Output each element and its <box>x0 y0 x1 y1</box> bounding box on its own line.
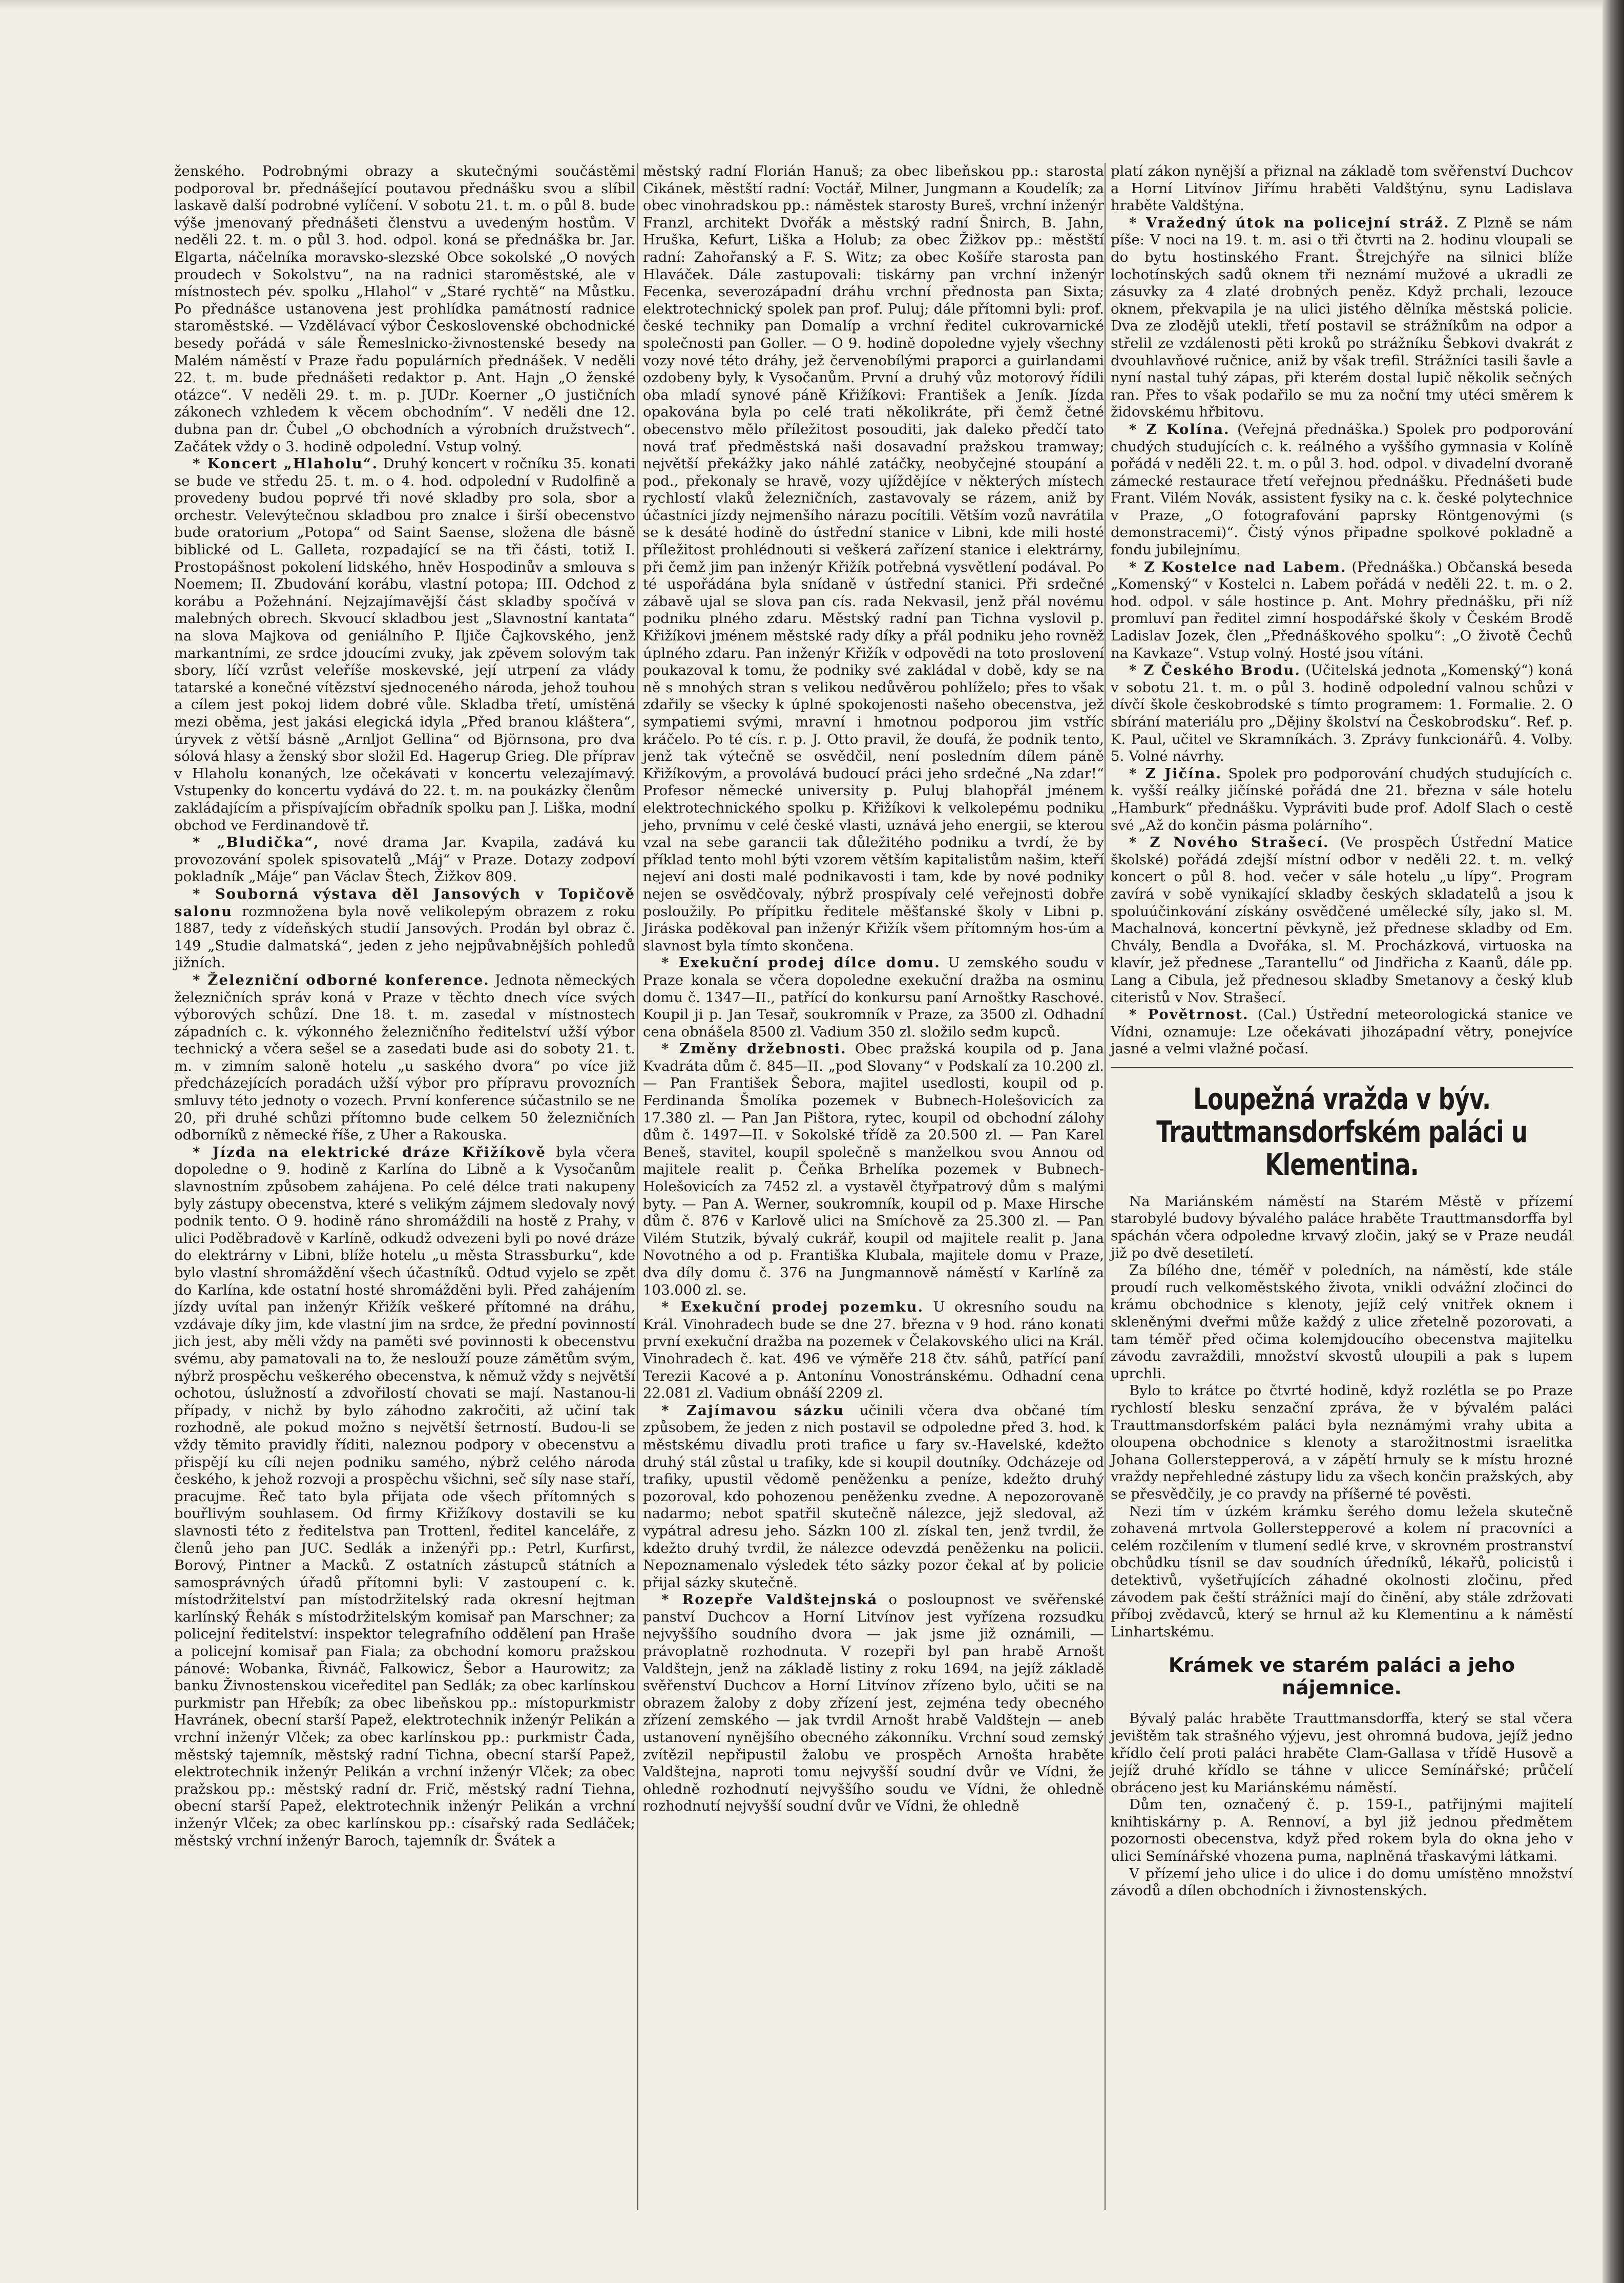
article-heading: * „Bludička“, <box>193 834 320 851</box>
subheadline: Krámek ve starém paláci a jeho nájemnice. <box>1168 1654 1515 1699</box>
article-text: (Cal.) Ústřední meteorologická stanice ve Vídni, oznamuje: Lze očekávati jihozápadní větry, ponejvíce jasné a velmi vlažné počasí. <box>1111 1006 1573 1057</box>
article-text: Za bílého dne, téměř v poledních, na náměstí, kde stále proudí ruch velkoměstského života, vnikli odvážní zločinci do krámu obchodnice s klenoty, jejíž celý vnitřek oknem i skleněnými dveřmi může každý z ulice zřetelně pozorovati, a tam téměř před očima kolemjdoucího obecenstva majitelku závodu zavraždili, množství skvostů uloupili a pak s lupem uprchli. <box>1111 1262 1573 1382</box>
article-text: U zemského soudu v Praze konala se včera dopoledne exekuční dražba na osminu domu č. 1347—II., patřící do konkursu paní Arnoštky Raschové. Koupil ji p. Jan Tesař, soukromník v Praze, za 3500 zl. Odhadní cena obnášela 8500 zl. Vadium 350 zl. složilo sedm kupců. <box>643 954 1104 1040</box>
main-headline: Loupežná vražda v býv. Trauttmansdorfském paláci u Klementina. <box>1156 1081 1527 1182</box>
article <box>174 1144 635 1850</box>
article-text: Druhý koncert v ročníku 35. konati se bude ve středu 25. t. m. o 4. hod. odpolední v Rudolfině a provedeny budou poprvé tři nové skladby pro sola, sbor a orchestr. Velevýtečnou skladbou pro znalce i širší obecenstvo bude oratorium „Potopa“ od Saint Saense, složena dle básně biblické od L. Galleta, rozpadající se na tři části, totiž I. Prostopášnost pokolení lidského, hněv Hospodinův a smlouva s Noemem; II. Zbudování korábu, vlastní potopa; III. Odchod z korábu a Požehnání. Nejzajímavější část skladby spočívá v malebných obrech. Skvoucí skladbou jest „Slavnostní kantata“ na slova Majkova od geniálního P. Iljiče Čajkovského, jenž markantními, ze srdce jdoucími zvuky, jak zpěvem solovým tak sbory, líčí vzrůst veleříše moskevské, její utrpení za vlády tatarské a konečné vítězství sjednoceného národa, jehož touhou a cílem jest pokoj lidem dobré vůle. Skladba třetí, umístěná mezi oběma, jest jakási elegická idyla „Před branou kláštera“, úryvek z větší básně „Arnljot Gellina“ od Björnsona, pro dva sólová hlasy a ženský sbor složil Ed. Hagerup Grieg. Dle příprav v Hlaholu konaných, lze očekávati v koncertu velezajímavý. Vstupenky do koncertu vydává do 22. t. m. na poukázky členům zakládajícím a přispívajícím obřadník spolku pan J. Liška, modní obchod ve Ferdinandově tř. <box>174 455 635 834</box>
article <box>643 1591 1104 1815</box>
article <box>1111 1006 1573 1058</box>
article-text: U okresního soudu na Král. Vinohradech bude se dne 27. března v 9 hod. ráno konati první exekuční dražba na pozemek v Čelakovského ulici na Král. Vinohradech č. kat. 496 ve výměře 218 čtv. sáhů, patřící paní Terezii Kacové a p. Antonínu Vonostránskému. Odhadní cena 22.081 zl. Vadium obnáší 2209 zl. <box>643 1299 1104 1402</box>
article-text: platí zákon nynější a přiznal na základě tom svěřenství Duchcov a Horní Litvínov Jiřímu hraběti Valdštýnu, synu Ladislava hraběte Valdštýna. <box>1111 163 1573 214</box>
article <box>174 455 635 834</box>
article-text: Dům ten, označený č. p. 159-I., patřijnými majitelí knihtiskárny p. A. Rennoví, a byl již jednou předmětem pozornosti obecenstva, když před rokem byla do okna jeho v ulici Semínářské vhozena puma, naplněná třaskavými látkami. <box>1111 1796 1573 1865</box>
section-separator <box>1111 1067 1573 1068</box>
article-heading: * Z Českého Brodu. <box>1129 662 1301 679</box>
article-text: Nezi tím v úzkém krámku šerého domu ležela skutečně zohavená mrtvola Gollerstepperové a kolem ní pracovníci a celém rozčilením v tlumení sedlé krve, v skrovném prostranství obchůdku tísnil se dav soudních úředníků, lékařů, policistů i detektivů, vyšetřujících záhadné okolnosti zločinu, před závodem pak čeští strážníci mají do činění, aby stále zdržovati příboj zvědavců, který se hrnul až ku Klementinu a k náměstí Linhartskému. <box>1111 1503 1573 1640</box>
article-text: V přízemí jeho ulice i do ulice i do domu umístěno množství závodů a dílen obchodních i živnostenských. <box>1111 1865 1573 1899</box>
scan-binding-edge <box>1602 0 1624 2283</box>
article <box>1111 834 1573 1006</box>
article-text: učinili včera dva občané tím způsobem, že jeden z nich postavil se odpoledne před 3. hod. k městskému divadlu proti trafice u fary sv.-Havelské, kdežto druhý stál zůstal u trafiky, kde si koupil doutníky. Odcházeje od trafiky, upustil vědomě peněženku a peníze, kdežto druhý pozoroval, kdo pohozenou peněženku zvedne. A nepozorovaně nadarmo; nebot spatřil skutečně nálezce, jejž sledoval, až vypátral adresu jeho. Sázkn 100 zl. získal ten, jenž tvrdil, že kdežto druhý tvrdil, že nálezce odevzdá peněženku na policii. Nepoznamenalo výsledek této sázky pozor čekal ať by policie přijal sázky skutečně. <box>643 1402 1104 1591</box>
column-rule <box>637 163 638 2210</box>
article <box>643 954 1104 1041</box>
article <box>174 972 635 1144</box>
article-text: Na Mariánském náměstí na Starém Městě v přízemí starobylé budovy bývalého paláce hraběte Trauttmansdorffa byl spáchán včera odpoledne krvavý zločin, jaký se v Praze neudál již po dvě desetiletí. <box>1111 1193 1573 1261</box>
article-heading: * Z Kolína. <box>1129 421 1230 438</box>
article <box>643 1402 1104 1592</box>
article-heading: * Změny držebnosti. <box>661 1041 847 1057</box>
article-text: Bylo to krátce po čtvrté hodině, když rozlétla se po Praze rychlostí blesku senzační zpráva, že v bývalém paláci Trauttmansdorfském paláci byla neznámými vrahy ubita a oloupena obchodnice s klenoty a starožitnostmi israelitka Johana Gollerstepperová, a v zápětí hrnuly se k místu hrozné vraždy nepřehledné zástupy lidu za všech končin pražských, aby se přesvědčily, je co pravdy na příšerné té pověsti. <box>1111 1382 1573 1502</box>
column-1 <box>174 163 635 1850</box>
article-text: ženského. Podrobnými obrazy a skutečnými součástěmi podporoval br. přednášející poutavou přednášku svou a slíbil laskavě další podrobné vylíčení. V sobotu 21. t. m. o půl 8. bude výše jmenovaný přednášeti členstvu a uvedeným hostům. V neděli 22. t. m. o půl 3. hod. odpol. koná se přednáška br. Jar. Elgarta, náčelníka moravsko-slezské Obce sokolské „O nových proudech v Sokolstvu“, na na radnici staroměstské, ale v místnostech pév. spolku „Hlahol“ v „Staré rychtě“ na Můstku. Po přednášce ustanovena jest prohlídka památností radnice staroměstské. — Vzdělávací výbor Československé obchodnické besedy pořádá v sále Řemeslnicko-živnostenské besedy na Malém náměstí v Praze řadu populárních přednášek. V neděli 22. t. m. bude přednášeti redaktor p. Ant. Hajn „O ženské otázce“. V neděli 29. t. m. p. JUDr. Koerner „O justičních zákonech vzhledem k věcem obchodním“. V neděli dne 12. dubna pan dr. Čubel „O obchodních a výrobních družstvech“. Začátek vždy o 3. hodině odpolední. Vstup volný. <box>174 163 635 455</box>
article-heading: * Železniční odborné konference. <box>193 971 490 988</box>
article-text: Jednota německých železničních správ koná v Praze v těchto dnech více svých výborových schůzí. Dne 18. t. m. zasedal v místnostech západních c. k. výkonného železničního ředitelství užší výbor technický a včera sešel se a zasedati bude asi do soboty 21. t. m. v zimním saloně hotelu „u saského dvora“ po více již předcházejících poradách užší výbor pro přípravu provozních smluvy této jednoty o vozech. První konference súčastnilo se ne 20, při druhé schůzi přítomno bude celkem 50 železničních odborníků z německé říše, z Uher a Rakouska. <box>174 971 635 1144</box>
article-heading: * Z Kostelce nad Labem. <box>1129 558 1347 575</box>
article-heading: * Z Jičína. <box>1129 765 1222 782</box>
column-3 <box>1111 163 1573 1900</box>
article-heading: * Povětrnost. <box>1129 1006 1249 1023</box>
article-text: Obec pražská koupila od p. Jana Kvadráta dům č. 845—II. „pod Slovany“ v Podskalí za 10.200 zl. — Pan František Šebora, majitel usedlosti, koupil od p. Ferdinanda Šmolíka pozemek v Bubnech-Holešovicích za 17.380 zl. — Pan Jan Pištora, rytec, koupil od obchodní zálohy dům č. 1497—II. v Sokolské třídě za 20.500 zl. — Pan Karel Beneš, stavitel, koupil společně s manželkou svou Annou od majitele realit p. Čeňka Brhelíka pozemek v Bubnech-Holešovicích za 7452 zl. a vystavěl čtyřpatrový dům s malými byty. — Pan A. Werner, soukromník, koupil od p. Maxe Hirsche dům č. 876 v Karlově ulici na Smíchově za 25.300 zl. — Pan Vilém Stutzik, bývalý cukrář, koupil od majitele realit p. Jana Novotného a od p. Františka Klubala, majitele domu v Praze, dva díly domu č. 376 na Jungmannově náměstí v Karlíně za 103.000 zl. se. <box>643 1041 1105 1298</box>
column-rule <box>1105 163 1106 2210</box>
article <box>1111 662 1573 765</box>
article-text: Spolek pro podporování chudých studujících c. k. vyšší reálky jičínské pořádá dne 21. března v sále hotelu „Hamburk“ přednášku. Vypráviti bude prof. Adolf Slach o cestě své „Až do končin pásma polárního“. <box>1111 765 1573 834</box>
article <box>1111 215 1573 421</box>
article-text: (Veřejná přednáška.) Spolek pro podporování chudých studujících c. k. reálného a vyššího gymnasia v Kolíně pořádá v neděli 22. t. m. o půl 3. hod. odpol. v divadelní dvoraně zámecké restaurace třetí veřejnou přednášku. Přednášeti bude Frant. Vilém Novák, assistent fysiky na c. k. české polytechnice v Praze, „O fotografování paprsky Röntgenovými (s demonstracemi)“. Čistý výnos připadne spolkové pokladně a fondu jubilejnímu. <box>1111 421 1573 558</box>
article-heading: * Z Nového Strašecí. <box>1129 834 1329 851</box>
article-text: o posloupnost ve svěřenské panství Duchcov a Horní Litvínov jest vyřízena rozsudku nejvyššího soudního dvora — jak jsme již oznámili, — právoplatně rozhodnuta. V rozepři byl pan hrabě Arnošt Valdštejn, jenž na základě listiny z roku 1694, na jejíž základě svěřenství Duchcov a Horní Litvínov zřízeno bylo, učiti se na obrazem žaloby z doby zřízení jest, zejména tedy obecného zřízení zemského — jak tvrdil Arnošt hrabě Valdštejn — aneb ustanovení nynějšího obecného zákonníku. Vrchní soud zemský zvítězil nepřipustil žalobu ve prospěch Arnošta hraběte Valdštejna, naproti tomu nejvyšší soudní dvůr ve Vídni, že ohledně rozhodnutí nejvyššího soudu ve Vídni, že ohledně rozhodnutí nejvyšší soudní dvůr ve Vídni, že ohledně <box>643 1591 1104 1815</box>
column-2 <box>643 163 1104 1815</box>
article <box>643 1299 1104 1402</box>
article-heading: * Koncert „Hlaholu“. <box>193 455 379 472</box>
article-heading: * Jízda na elektrické dráze Křižíkově <box>193 1144 546 1160</box>
article-text: městský radní Florián Hanuš; za obec libeňskou pp.: starosta Cikánek, městští radní: Voctář, Milner, Jungmann a Koudelík; za obec vinohradskou pp.: náměstek starosty Bureš, vrchní inženýr Franzl, architekt Dvořák a městský radní Šnirch, B. Jahn, Hruška, Kefurt, Liška a Holub; za obec Žižkov pp.: městští radní: Zahořanský a F. S. Witz; za obec Košíře starosta pan Hlaváček. Dále zastupovali: tiskárny pan vrchní inženýr Fecenka, severozápadní dráhu vrchní přednosta pan Sixta; elektrotechnický spolek pan prof. Puluj; dále přítomni byli: prof. české techniky pan Domalíp a vrchní ředitel cukrovarnické společnosti pan Goller. — O 9. hodině dopoledne vyjely všechny vozy nové této dráhy, jež červenobílými praporci a guirlandami ozdobeny byly, k Vysočanům. První a druhý vůz motorový řídili oba mladí synové páně Křižíkovi: František a Jeník. Jízda opakována byla po celé trati několikráte, při čemž četné obecenstvo mělo příležitost posouditi, jak daleko předčí tato nová trať předměstská naši dosavadní pražskou tramway; největší překážky jako náhlé zatáčky, neobyčejné stoupání a pod., překonaly se hravě, vozy ujíždějíce v některých místech rychlostí vlaků železničních, zastavovaly se rázem, aniž by účastníci jízdy nejmenšího nárazu pocítili. Větším vozů navrátila se k desáté hodině do ústřední stanice v Libni, kde mili hosté příležitost prohlédnouti si veškerá zařízení stanice i elektrárny, při čemž jim pan inženýr Křižík potřebná vysvětlení podával. Po té uspořádána byla snídaně v ústřední stanici. Při srdečné zábavě ujal se slova pan cís. rada Nekvasil, jenž přál novému podniku plného zdaru. Městský radní pan Tichna vyslovil p. Křižíkovi jménem městské rady díky a přál podniku jeho rovněž úplného zdaru. Pan inženýr Křižík v odpovědi na toto proslovení poukazoval k tomu, že podniky své zakládal v době, kdy se na ně s mnohých stran s velikou nedůvěrou pohlíželo; přes to však zdařily se všecky k úplné spokojenosti našeho obecenstva, jež sympatiemi svými, mravní i hmotnou podporou jim vstříc kráčelo. Po té cís. r. p. J. Otto pravil, že doufá, že podnik tento, jenž tak výtečně se osvědčil, není posledním dílem páně Křižíkovým, a provolává budoucí práci jeho srdečné „Na zdar!“ Profesor německé university p. Puluj blahopřál jménem elektrotechnického spolku p. Křižíkovi k velkolepému podniku jeho, prvnímu v celé české vlasti, uznává jeho energii, se kterou vzal na sebe garancii tak důležitého podniku a tvrdí, že by příklad tento mohl býti vzorem větším kapitalistům našim, kteří nejeví ani dosti malé podnikavosti i tam, kde by nové podniky nejen se osvědčovaly, nýbrž prospívaly celé veřejnosti dobře posloužily. Po přípitku ředitele měšťanské školy v Libni p. Jiráska poděkoval pan inženýr Křižík všem přítomným hos-úm a slavnost byla tímto skončena. <box>643 163 1104 954</box>
article <box>1111 765 1573 834</box>
article <box>643 1041 1104 1299</box>
article-heading: * Zajímavou sázku <box>661 1402 845 1419</box>
article-text: byla včera dopoledne o 9. hodině z Karlína do Libně a k Vysočanům slavnostním způsobem zahájena. Po celé délce trati nakupeny byly zástupy obecenstva, které s velikým zájmem sledovaly nový podnik tento. O 9. hodině ráno shromáždili na hostě z Prahy, v ulici Poděbradově v Karlíně, odkudž odvezeni byli po nové dráze do elektrárny v Libni, blíže hotelu „u města Strassburku“, kde bylo vlastní shromáždění všech účastníků. Odtud vyjelo se zpět do Karlína, kde ostatní hosté shromážděni byli. Před zahájením jízdy uvítal pan inženýr Křižík veškeré přítomné na dráhu, vzdávaje díky jim, kde vlastní jim na srdce, že přední povinností jich jest, aby měli vždy na paměti své povinnosti k obecenstvu svému, aby pamatovali na to, že neslouží pouze zámětům svým, nýbrž prospěchu veškerého obecenstva, k němuž vždy s největší ochotou, úslužností a zdvořilostí chovati se mají. Nastanou-li případy, v nichž by bylo záhodno zakročiti, až učiní tak rozhodně, ale pokud možno s největší šetrností. Budou-li se vždy těmito pravidly říditi, naleznou podpory v obecenstvu a přispějí ku cíli nejen podniku samého, nýbrž celého národa českého, k jehož rozvoji a prospěchu všichni, seč síly nase staří, pracujme. Řeč tato byla přijata ode všech přítomných s bouřlivým souhlasem. Od firmy Křižíkovy dostavili se ku slavnosti této z ředitelstva pan Trottenl, ředitel kanceláře, z členů jeho pan JUC. Sedlák a inženýři pp.: Petrl, Kurfirst, Borový, Pintner a Macků. Z ostatních zástupců státních a samosprávných úřadů přítomni byli: V zastoupení c. k. místodržitelství pan místodržitelský rada okresní hejtman karlínský Řehák s místodržitelským komisař pan Marschner; za policejní ředitelství: inspektor telegrafního oddělení pan Hraše a policejní komisař pan Fiala; za obchodní komoru pražskou pánové: Wobanka, Řivnáč, Falkowicz, Šebor a Haurowitz; za banku Živnostenskou viceředitel pan Sedlák; za obec karlínskou purkmistr pan Hřebík; za obec libeňskou pp.: místopurkmistr Havránek, obecní starší Papež, elektrotechnik inženýr Pelikán a vrchní inženýr Vlček; za obec karlínskou pp.: purkmistr Čada, městský tajemník, městský radní Tichna, obecní starší Papež, elektrotechnik inženýr Pelikán a vrchní inženýr Vlček; za obec pražskou pp.: městský radní dr. Frič, městský radní Tiehna, obecní starší Papež, elektrotechnik inženýr Pelikán a vrchní inženýr Vlček; za obec karlínskou pp.: císařský rada Sedláček; městský vrchní inženýr Baroch, tajemník dr. Švátek a <box>174 1144 636 1849</box>
article-text: nové drama Jar. Kvapila, zadává ku provozování spolek spisovatelů „Máj“ v Praze. Dotazy zodpoví pokladník „Máje“ pan Václav Štech, Žižkov 809. <box>174 834 635 885</box>
article-heading: * Rozepře Valdštejnská <box>661 1591 878 1608</box>
article-heading: * Vražedný útok na policejní stráž. <box>1129 214 1450 231</box>
article-heading: * Exekuční prodej dílce domu. <box>661 954 941 971</box>
article <box>1111 421 1573 559</box>
article-text: Z Plzně se nám píše: V noci na 19. t. m. asi o tři čtvrti na 2. hodinu vloupali se do bytu hostinského Frant. Štrejchýře na silnici blíže lochotínských sadů oknem tři neznámí mužové a ukradli ze zásuvky za 4 zlaté drobných peněz. Když prchali, lezouce oknem, překvapila je na ulici jistého dělníka městská policie. Dva ze zlodějů utekli, třetí postavil se strážníkům na odpor a střelil ze vzdálenosti pěti kroků po strážníku Šebkovi dvakrát z dvouhlavňové ručnice, aniž by však trefil. Strážníci tasili šavle a nyní nastal tuhý zápas, při kterém dostal lupič několik sečných ran. Přes to však podařilo se mu za noční tmy utéci směrem k židovskému hřbitovu. <box>1111 214 1573 421</box>
article-text: Bývalý palác hraběte Trauttmansdorffa, který se stal včera jevištěm tak strašného výjevu, jest ohromná budova, jejíž jedno křídlo čelí proti paláci hraběte Clam-Gallasa v třídě Husově a jejíž druhé křídlo se táhne v ulicce Semínářské; průčelí obráceno jest ku Mariánskému náměstí. <box>1111 1710 1573 1796</box>
article-text: (Učitelská jednota „Komenský“) koná v sobotu 21. t. m. o půl 3. hodině odpolední valnou schůzi v dívčí škole českobrodské s tímto programem: 1. Formalie. 2. O sbírání materiálu pro „Dějiny školství na Českobrodsku“. Ref. p. K. Paul, učitel ve Skramníkách. 3. Zprávy funkcionářů. 4. Volby. 5. Volné návrhy. <box>1111 662 1573 765</box>
article <box>1111 559 1573 662</box>
article-text: (Ve prospěch Ústřední Matice školské) pořádá zdejší místní odbor v neděli 22. t. m. velký koncert o půl 8. hod. večer v sále hotelu „u lípy“. Program zavírá v sobě vynikající skladby českých skladatelů a jsou k spoluúčinkování získány osvědčené umělecké síly, jako sl. M. Machalnová, koncertní pěvkyně, jež přednese skladby od Em. Chvály, Bendla a Dvořáka, sl. M. Procházková, virtuoska na klavír, jež přednese „Tarantellu“ od Jindřicha z Kaanů, dále pp. Lang a Cibula, jež přednesou skladby Smetanovy a český klub citeristů v Nov. Strašecí. <box>1111 834 1573 1006</box>
article-heading: * Souborná výstava děl Jansových v Topičově salonu <box>174 885 635 920</box>
article-heading: * Exekuční prodej pozemku. <box>661 1299 924 1316</box>
article <box>174 886 635 972</box>
article-text: (Přednáška.) Občanská beseda „Komenský“ v Kostelci n. Labem pořádá v neděli 22. t. m. o 2. hod. odpol. v sále hostince p. Ant. Mohry přednášku, při níž promluví pan ředitel zimní hospodářské školy v Českém Brodě Ladislav Jozek, člen „Přednáškového spolku“: „O životě Čechů na Kavkaze“. Vstup volný. Hosté jsou vítáni. <box>1111 558 1573 661</box>
article <box>174 834 635 886</box>
scan-top-edge <box>0 0 1624 10</box>
article-text: rozmnožena byla nově velikolepým obrazem z roku 1887, tedy z vídeňských studií Jansových. Prodán byl obraz č. 149 „Studie dalmatská“, jeden z jeho nejpůvabnějších pohledů jižních. <box>174 903 635 971</box>
